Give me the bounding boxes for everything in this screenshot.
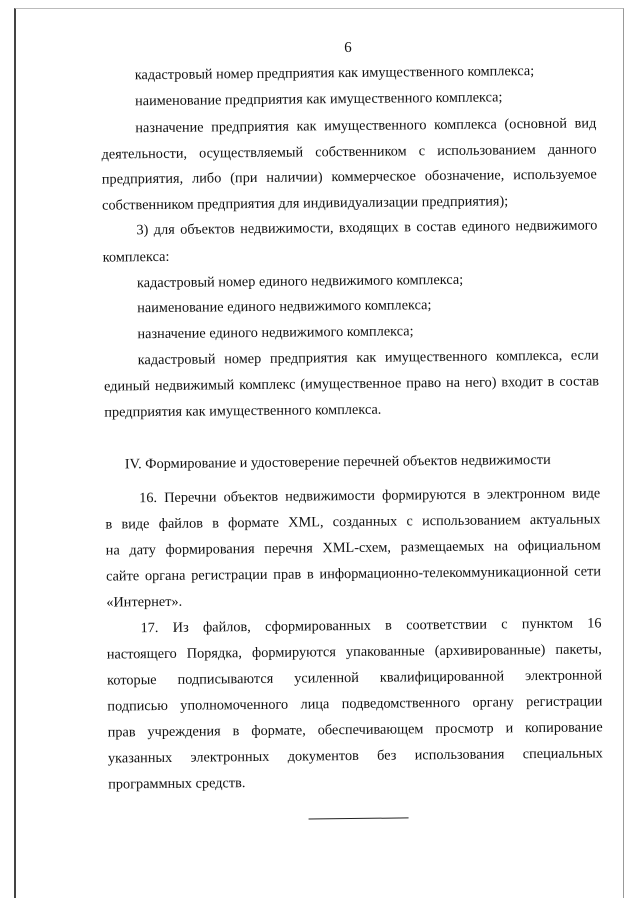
text-line: «Интернет».	[106, 593, 183, 611]
text-line: кадастровый номер единого недвижимого комплекса;	[136, 271, 464, 292]
text-line: 3) для объектов недвижимости, входящих в состав единого недвижимого	[136, 217, 598, 239]
text-line: предприятия как имущественного комплекса.	[104, 401, 382, 421]
text-line: комплекса:	[102, 248, 170, 266]
text-line: на дату формирования перечня XML-схем, размещаемых на официальном	[105, 537, 601, 559]
text-line: в виде файлов в формате XML, созданных с использованием актуальных	[105, 511, 601, 533]
text-line: кадастровый номер предприятия как имущественного комплекса;	[134, 63, 535, 84]
text-line: предприятия, либо (при наличии) коммерческое обозначение, используемое	[101, 166, 597, 188]
text-line: указанных электронных документов без использования специальных	[107, 745, 603, 767]
text-line: наименование предприятия как имущественного комплекса;	[134, 89, 503, 110]
section-heading: IV. Формирование и удостоверение перечней объектов недвижимости	[124, 451, 551, 473]
text-line: деятельности, осуществляемый собственником с использованием данного	[101, 141, 597, 163]
text-line: собственником предприятия для индивидуализации предприятия);	[102, 193, 509, 214]
text-line: подписью уполномоченного лица подведомственного органу регистрации	[107, 693, 603, 715]
text-line: прав учреждения в формате, обеспечивающем просмотр и копирование	[107, 719, 603, 741]
text-line: программных средств.	[108, 775, 246, 793]
text-line: наименование единого недвижимого комплекса;	[137, 297, 432, 317]
text-line: назначение единого недвижимого комплекса;	[137, 323, 414, 343]
text-line: настоящего Порядка, формируются упакованные (архивированные) пакеты,	[106, 641, 602, 663]
text-line: 17. Из файлов, сформированных в соответствии с пунктом 16	[140, 615, 602, 637]
text-line: 16. Перечни объектов недвижимости формируются в электронном виде	[139, 485, 601, 507]
document-page	[100, 0, 603, 793]
page-number: 6	[344, 39, 352, 57]
text-line: единый недвижимый комплекс (имущественное право на него) входит в состав	[103, 373, 600, 395]
text-line: которые подписываются усиленной квалифицированной электронной	[107, 667, 603, 689]
text-line: назначение предприятия как имущественного комплекса (основной вид	[135, 115, 597, 137]
text-line: кадастровый номер предприятия как имущественного комплекса, если	[137, 347, 599, 369]
text-line: сайте органа регистрации прав в информационно-телекоммуникационной сети	[105, 563, 602, 585]
